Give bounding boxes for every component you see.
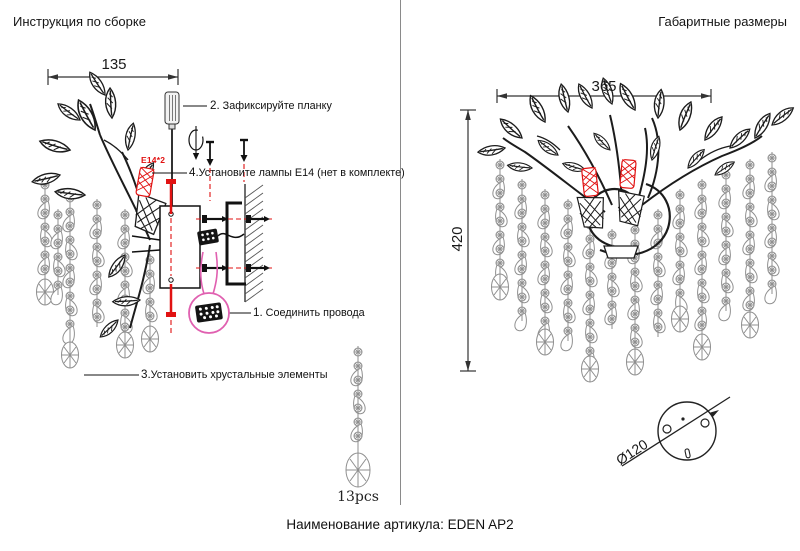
crystal-count-label: 13pcs: [337, 489, 379, 505]
crystal-strands-front-view: [492, 152, 780, 382]
lamp-bulbs-red-front: [582, 159, 637, 196]
step-1-label: [253, 306, 365, 320]
step-1-text: Соединить провода: [265, 307, 365, 319]
rotation-arrow-icon: [189, 126, 203, 160]
step-2-number: 2.: [210, 99, 220, 112]
step-1-number: 1.: [253, 306, 263, 319]
wall-hatching: [245, 184, 263, 302]
mounting-bracket: [227, 203, 246, 284]
article-name-label: Наименование артикула: EDEN AP2: [286, 517, 514, 532]
crystal-strand-detail: [346, 346, 370, 487]
lamp-bulb-red: [136, 167, 155, 197]
dimension-diameter-value: Ø120: [613, 436, 651, 469]
step-3-text: Установить хрустальные элементы: [150, 369, 328, 381]
step-2-label: [210, 99, 332, 113]
step-2-text: Зафиксируйте планку: [222, 100, 332, 112]
step-3-label: [141, 368, 327, 382]
step-3-number: 3.: [141, 368, 151, 381]
dimension-420-value: 420: [449, 226, 466, 252]
dimension-135-value: 135: [101, 56, 127, 73]
page-title-right: Габаритные размеры: [658, 14, 787, 29]
lamp-spec-label: E14*2: [141, 155, 166, 165]
dimension-365-value: 365: [591, 78, 617, 95]
step-4-label: [189, 166, 405, 180]
page-title-left: Инструкция по сборке: [13, 14, 146, 29]
step-4-text: Установите лампы E14 (нет в комплекте): [198, 167, 405, 179]
step-4-number: 4.: [189, 166, 199, 179]
